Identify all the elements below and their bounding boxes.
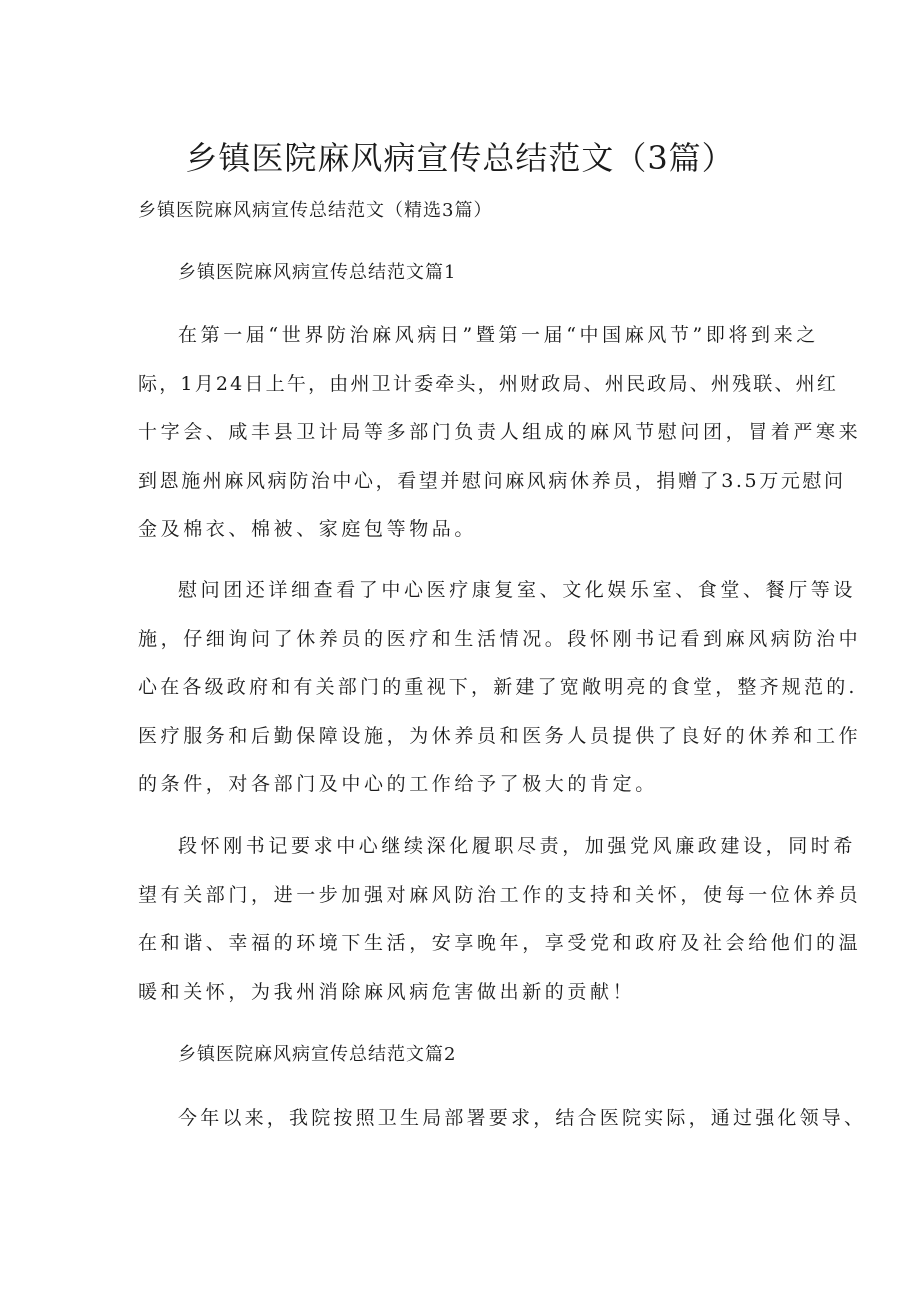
paragraph xyxy=(138,566,862,809)
paragraph-line: 际，1月24日上午，由州卫计委牵头，州财政局、州民政局、州残联、州红 xyxy=(138,372,839,395)
paragraph-line: 段怀刚书记要求中心继续深化履职尽责，加强党风廉政建设，同时希 xyxy=(178,835,857,857)
document-title: 乡镇医院麻风病宣传总结范文（3篇） xyxy=(185,139,735,177)
section-heading-2: 乡镇医院麻风病宣传总结范文篇2 xyxy=(178,1044,457,1065)
paragraph-line: 十字会、咸丰县卫计局等多部门负责人组成的麻风节慰问团，冒着严寒来 xyxy=(138,421,862,443)
paragraph-line: 在和谐、幸福的环境下生活，安享晚年，享受党和政府及社会给他们的温 xyxy=(138,932,862,954)
paragraph-line: 慰问团还详细查看了中心医疗康复室、文化娱乐室、食堂、餐厅等设 xyxy=(178,579,857,601)
paragraph-line: 在第一届“世界防治麻风病日”暨第一届“中国麻风节”即将到来之 xyxy=(178,324,819,346)
paragraph xyxy=(138,1094,867,1143)
paragraph-line: 医疗服务和后勤保障设施，为休养员和医务人员提供了良好的休养和工作 xyxy=(138,724,862,747)
paragraph-line: 的条件，对各部门及中心的工作给予了极大的肯定。 xyxy=(138,773,658,795)
paragraph xyxy=(138,822,862,1016)
section-heading-1: 乡镇医院麻风病宣传总结范文篇1 xyxy=(178,262,457,283)
paragraph-line: 心在各级政府和有关部门的重视下，新建了宽敞明亮的食堂，整齐规范的. xyxy=(138,676,858,698)
paragraph-line: 金及棉衣、棉被、家庭包等物品。 xyxy=(138,518,478,540)
document-subtitle: 乡镇医院麻风病宣传总结范文（精选3篇） xyxy=(138,200,493,221)
paragraph-line: 施，仔细询问了休养员的医疗和生活情况。段怀刚书记看到麻风病防治中 xyxy=(138,627,862,650)
paragraph-line: 望有关部门，进一步加强对麻风防治工作的支持和关怀，使每一位休养员 xyxy=(138,883,862,906)
paragraph-line: 暖和关怀，为我州消除麻风病危害做出新的贡献！ xyxy=(138,980,636,1003)
paragraph xyxy=(138,311,862,554)
paragraph-line: 到恩施州麻风病防治中心，看望并慰问麻风病休养员，捐赠了3.5万元慰问 xyxy=(138,469,846,492)
paragraph-line: 今年以来，我院按照卫生局部署要求，结合医院实际，通过强化领导、 xyxy=(178,1107,867,1129)
